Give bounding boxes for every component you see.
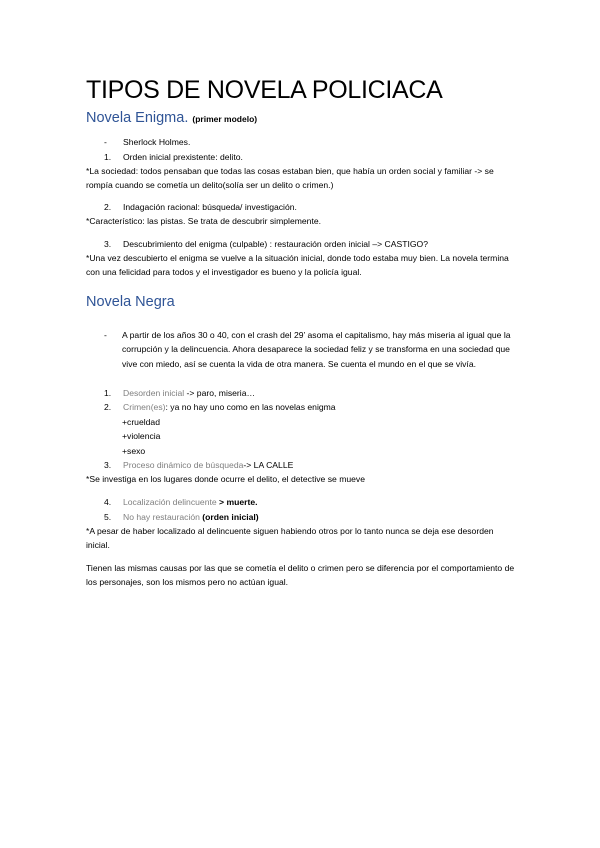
list-item (104, 237, 428, 251)
list-item-text: Orden inicial prexistente: delito. (123, 152, 243, 162)
list-item-text: Sherlock Holmes. (123, 137, 191, 147)
note-paragraph: *Característico: las pistas. Se trata de descubrir simplemente. (86, 216, 321, 226)
list-item (104, 200, 297, 214)
list-item-text: Indagación racional: búsqueda/ investigación. (123, 202, 297, 212)
list-item-text: -> LA CALLE (243, 460, 294, 470)
list-item (104, 495, 258, 509)
heading-novela-enigma (86, 110, 257, 126)
list-item-text: > muerte. (216, 497, 258, 507)
sublist-item: +violencia (122, 431, 161, 441)
list-item-text: A partir de los años 30 o 40, con el crash del 29’ asoma el capitalismo, hay más miseria al igual que la corrupción y la delincuencia. Ahora desaparece la sociedad feliz y se transforma en una sociedad que vive con miedo, así se cuenta la vida de otra manera. Se cuenta el mundo en el que se vivía. (122, 330, 511, 369)
list-item (104, 386, 255, 400)
sublist-item: +crueldad (122, 417, 160, 427)
list-item-text: Descubrimiento del enigma (culpable) : restauración orden inicial –> CASTIGO? (123, 239, 428, 249)
list-number: 4. (104, 497, 112, 507)
list-item-label: Proceso dinámico de búsqueda (123, 460, 244, 470)
list-number: 2. (104, 402, 112, 412)
list-item (104, 458, 293, 472)
list-item-label: Desorden inicial (123, 388, 185, 398)
list-number: 3. (104, 460, 112, 470)
bullet-marker: - (104, 330, 107, 340)
list-item-label: No hay restauración (123, 512, 200, 522)
heading-enigma-text: Novela Enigma. (86, 110, 189, 126)
heading-enigma-subtitle: (primer modelo) (192, 114, 258, 124)
page-title: TIPOS DE NOVELA POLICIACA (86, 76, 443, 104)
list-item-label: Crimen(es) (123, 402, 166, 412)
list-item (104, 150, 243, 164)
list-number: 5. (104, 512, 112, 522)
list-number: 1. (104, 152, 112, 162)
heading-novela-negra: Novela Negra (86, 294, 175, 310)
list-item-text: -> paro, miseria… (184, 388, 256, 398)
list-item-text: : ya no hay uno como en las novelas enigma (165, 402, 336, 412)
list-number: 3. (104, 239, 112, 249)
list-item (104, 400, 336, 414)
list-number: 2. (104, 202, 112, 212)
list-number: 1. (104, 388, 112, 398)
closing-paragraph: Tienen las mismas causas por las que se cometía el delito o crimen pero se diferencia por el comportamiento de los personajes, son los mismos pero no actúan igual. (86, 563, 515, 588)
list-item (104, 510, 259, 524)
sublist-item: +sexo (122, 446, 146, 456)
list-item-text: (orden inicial) (199, 512, 259, 522)
bullet-marker: - (104, 137, 107, 147)
list-item (104, 135, 190, 149)
list-item-label: Localización delincuente (123, 497, 217, 507)
note-paragraph: *A pesar de haber localizado al delincuente siguen habiendo otros por lo tanto nunca se deja ese desorden inicial. (86, 526, 494, 551)
note-paragraph: *Se investiga en los lugares donde ocurre el delito, el detective se mueve (86, 474, 365, 484)
note-paragraph: *Una vez descubierto el enigma se vuelve a la situación inicial, donde todo estaba muy bien. La novela termina con una felicidad para todos y el investigador es bueno y la policía igual. (86, 253, 509, 278)
note-paragraph: *La sociedad: todos pensaban que todas las cosas estaban bien, que había un orden social y familiar -> se rompía cuando se cometía un delito(solía ser un delito o crimen.) (86, 166, 494, 191)
